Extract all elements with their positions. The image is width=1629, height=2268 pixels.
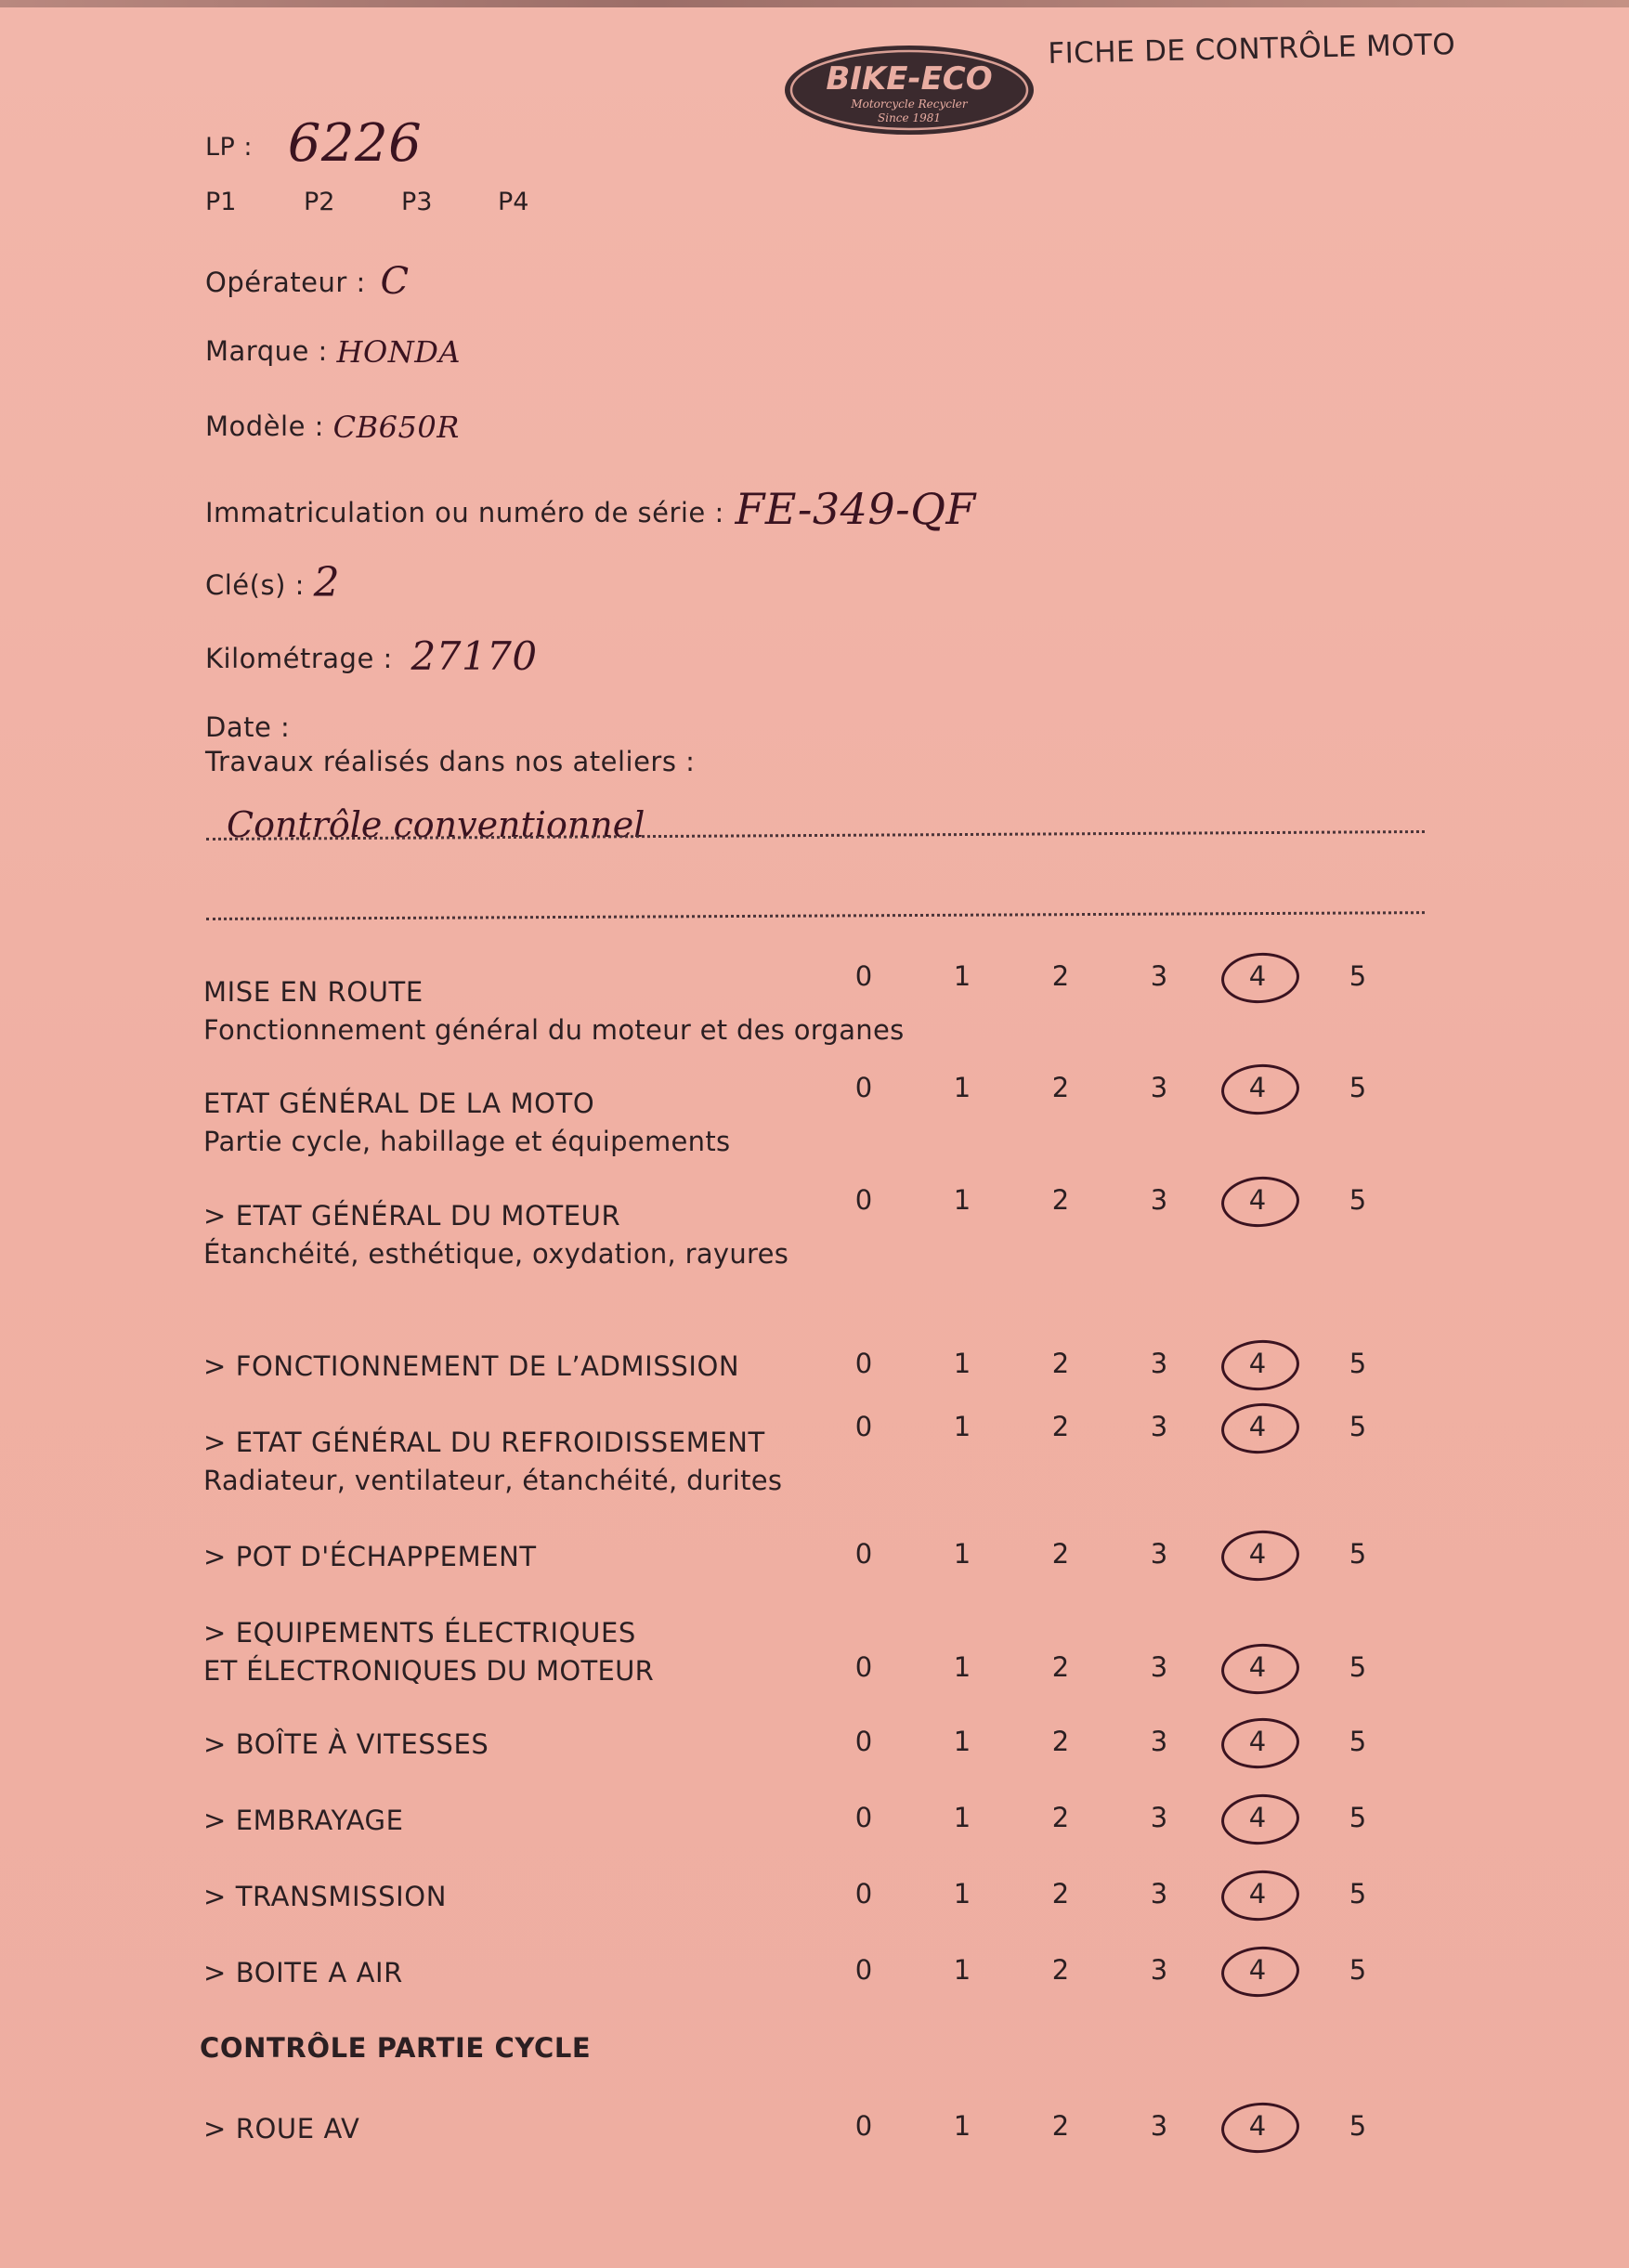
works-dotted-line-2 <box>206 911 1425 920</box>
criterion-subtitle: Étanchéité, esthétique, oxydation, rayures <box>203 1238 789 1270</box>
score-option-3[interactable]: 3 <box>1150 1072 1168 1103</box>
score-option-2[interactable]: 2 <box>1051 2110 1070 2142</box>
score-option-3[interactable]: 3 <box>1150 1651 1168 1683</box>
criterion-subtitle: ET ÉLECTRONIQUES DU MOTEUR <box>203 1655 655 1687</box>
score-option-0[interactable]: 0 <box>854 2110 873 2142</box>
score-option-0[interactable]: 0 <box>854 960 873 992</box>
position-p3: P3 <box>401 188 433 216</box>
score-option-3[interactable]: 3 <box>1150 1878 1168 1910</box>
score-option-5[interactable]: 5 <box>1349 1538 1367 1570</box>
score-option-5[interactable]: 5 <box>1349 1954 1367 1986</box>
works-field <box>205 746 695 777</box>
criterion-label <box>203 1085 730 1161</box>
criterion-label <box>203 1802 404 1840</box>
score-option-4[interactable]: 4 <box>1248 1726 1267 1757</box>
criterion-title: > TRANSMISSION <box>203 1881 448 1912</box>
selected-score-circle <box>1219 1401 1301 1456</box>
score-option-1[interactable]: 1 <box>953 1538 971 1570</box>
score-option-2[interactable]: 2 <box>1051 1348 1070 1379</box>
score-option-0[interactable]: 0 <box>854 1802 873 1833</box>
top-edge-shadow <box>0 0 1629 7</box>
selected-score-circle <box>1219 1792 1301 1847</box>
mileage-field <box>205 633 538 679</box>
score-option-1[interactable]: 1 <box>953 2110 971 2142</box>
selected-score-circle <box>1219 1641 1301 1697</box>
score-option-1[interactable]: 1 <box>953 1802 971 1833</box>
selected-score-circle <box>1219 1944 1301 2000</box>
date-label: Date : <box>205 711 291 743</box>
score-option-4[interactable]: 4 <box>1248 1348 1267 1379</box>
score-option-1[interactable]: 1 <box>953 1726 971 1757</box>
keys-field <box>205 559 340 606</box>
score-option-5[interactable]: 5 <box>1349 1726 1367 1757</box>
lp-value: 6226 <box>287 113 423 174</box>
bike-eco-logo <box>783 43 1036 137</box>
score-option-5[interactable]: 5 <box>1349 2110 1367 2142</box>
score-option-4[interactable]: 4 <box>1248 1802 1267 1833</box>
criterion-label <box>203 1424 782 1500</box>
score-option-4[interactable]: 4 <box>1248 2110 1267 2142</box>
criterion-title: ETAT GÉNÉRAL DE LA MOTO <box>203 1088 595 1119</box>
selected-score-circle <box>1219 1174 1301 1230</box>
score-option-0[interactable]: 0 <box>854 1651 873 1683</box>
criterion-title: MISE EN ROUTE <box>203 976 424 1008</box>
operator-field <box>205 260 410 303</box>
score-option-2[interactable]: 2 <box>1051 1878 1070 1910</box>
keys-label: Clé(s) : <box>205 569 305 601</box>
score-option-1[interactable]: 1 <box>953 1411 971 1442</box>
selected-score-circle <box>1219 1715 1301 1771</box>
score-option-1[interactable]: 1 <box>953 1184 971 1216</box>
sheet-title: FICHE DE CONTRÔLE MOTO <box>1048 28 1456 71</box>
score-option-3[interactable]: 3 <box>1150 1348 1168 1379</box>
score-option-0[interactable]: 0 <box>854 1538 873 1570</box>
score-option-5[interactable]: 5 <box>1349 960 1367 992</box>
brand-label: Marque : <box>205 335 328 367</box>
score-option-4[interactable]: 4 <box>1248 960 1267 992</box>
selected-score-circle <box>1219 1062 1301 1117</box>
score-option-3[interactable]: 3 <box>1150 1184 1168 1216</box>
criterion-label <box>203 1954 403 1992</box>
criterion-label <box>203 2110 359 2148</box>
score-option-5[interactable]: 5 <box>1349 1348 1367 1379</box>
logo-text: BIKE-ECO <box>826 60 993 98</box>
works-value: Contrôle conventionnel <box>227 804 645 845</box>
model-field <box>205 410 460 445</box>
score-option-4[interactable]: 4 <box>1248 1072 1267 1103</box>
score-option-3[interactable]: 3 <box>1150 1802 1168 1833</box>
score-option-0[interactable]: 0 <box>854 1878 873 1910</box>
criterion-title: > FONCTIONNEMENT DE L’ADMISSION <box>203 1350 740 1382</box>
position-p4: P4 <box>498 188 529 216</box>
criterion-label <box>203 1878 447 1916</box>
score-option-2[interactable]: 2 <box>1051 1726 1070 1757</box>
score-option-2[interactable]: 2 <box>1051 1651 1070 1683</box>
brand-field <box>205 334 461 370</box>
score-option-2[interactable]: 2 <box>1051 1184 1070 1216</box>
keys-value: 2 <box>313 559 341 606</box>
criterion-title: > BOÎTE À VITESSES <box>203 1728 489 1760</box>
score-option-4[interactable]: 4 <box>1248 1184 1267 1216</box>
date-field <box>205 711 290 743</box>
operator-value: C <box>380 260 410 303</box>
registration-field <box>205 484 976 534</box>
score-option-3[interactable]: 3 <box>1150 1411 1168 1442</box>
mileage-value: 27170 <box>411 633 538 679</box>
criterion-subtitle: Fonctionnement général du moteur et des organes <box>203 1014 905 1046</box>
score-option-4[interactable]: 4 <box>1248 1954 1267 1986</box>
score-option-5[interactable]: 5 <box>1349 1184 1367 1216</box>
selected-score-circle <box>1219 1528 1301 1584</box>
model-label: Modèle : <box>205 411 324 442</box>
score-option-0[interactable]: 0 <box>854 1348 873 1379</box>
registration-label: Immatriculation ou numéro de série : <box>205 497 724 528</box>
score-option-1[interactable]: 1 <box>953 1348 971 1379</box>
lp-field <box>205 113 422 174</box>
criterion-label <box>203 1726 489 1764</box>
criterion-title: > EMBRAYAGE <box>203 1805 404 1836</box>
criterion-label <box>203 1538 537 1576</box>
score-option-2[interactable]: 2 <box>1051 1954 1070 1986</box>
model-value: CB650R <box>332 410 460 445</box>
score-option-3[interactable]: 3 <box>1150 960 1168 992</box>
score-option-1[interactable]: 1 <box>953 1878 971 1910</box>
score-option-3[interactable]: 3 <box>1150 1538 1168 1570</box>
logo-tagline: Motorcycle Recycler <box>851 98 968 111</box>
criterion-title: > ETAT GÉNÉRAL DU MOTEUR <box>203 1200 621 1232</box>
selected-score-circle <box>1219 950 1301 1006</box>
criterion-title: > ROUE AV <box>203 2113 360 2144</box>
criterion-title: > POT D'ÉCHAPPEMENT <box>203 1541 537 1572</box>
score-option-5[interactable]: 5 <box>1349 1072 1367 1103</box>
mileage-label: Kilométrage : <box>205 643 393 674</box>
criterion-title: > BOITE A AIR <box>203 1957 403 1988</box>
score-option-1[interactable]: 1 <box>953 960 971 992</box>
score-option-3[interactable]: 3 <box>1150 2110 1168 2142</box>
logo-since: Since 1981 <box>878 111 941 124</box>
criterion-label <box>203 973 905 1049</box>
selected-score-circle <box>1219 2100 1301 2156</box>
score-option-3[interactable]: 3 <box>1150 1726 1168 1757</box>
score-option-4[interactable]: 4 <box>1248 1538 1267 1570</box>
score-option-2[interactable]: 2 <box>1051 1411 1070 1442</box>
selected-score-circle <box>1219 1868 1301 1923</box>
score-option-0[interactable]: 0 <box>854 1411 873 1442</box>
position-p1: P1 <box>205 188 237 216</box>
works-label: Travaux réalisés dans nos ateliers : <box>205 746 696 777</box>
score-option-1[interactable]: 1 <box>953 1651 971 1683</box>
criterion-subtitle: Radiateur, ventilateur, étanchéité, durites <box>203 1465 783 1496</box>
score-option-1[interactable]: 1 <box>953 1954 971 1986</box>
score-option-4[interactable]: 4 <box>1248 1651 1267 1683</box>
selected-score-circle <box>1219 1337 1301 1393</box>
criterion-label <box>203 1614 654 1690</box>
criterion-label <box>203 1348 739 1386</box>
score-option-2[interactable]: 2 <box>1051 1802 1070 1833</box>
score-option-2[interactable]: 2 <box>1051 960 1070 992</box>
operator-label: Opérateur : <box>205 267 366 298</box>
score-option-0[interactable]: 0 <box>854 1072 873 1103</box>
score-option-0[interactable]: 0 <box>854 1954 873 1986</box>
criterion-title: > ETAT GÉNÉRAL DU REFROIDISSEMENT <box>203 1427 765 1458</box>
score-option-5[interactable]: 5 <box>1349 1651 1367 1683</box>
criterion-title: > EQUIPEMENTS ÉLECTRIQUES <box>203 1617 636 1649</box>
score-option-0[interactable]: 0 <box>854 1184 873 1216</box>
score-option-5[interactable]: 5 <box>1349 1802 1367 1833</box>
score-option-2[interactable]: 2 <box>1051 1072 1070 1103</box>
score-option-4[interactable]: 4 <box>1248 1878 1267 1910</box>
registration-value: FE-349-QF <box>735 484 976 534</box>
criterion-label <box>203 1197 788 1273</box>
brand-value: HONDA <box>336 334 461 370</box>
score-option-4[interactable]: 4 <box>1248 1411 1267 1442</box>
score-option-1[interactable]: 1 <box>953 1072 971 1103</box>
score-option-2[interactable]: 2 <box>1051 1538 1070 1570</box>
score-option-5[interactable]: 5 <box>1349 1411 1367 1442</box>
score-option-0[interactable]: 0 <box>854 1726 873 1757</box>
position-p2: P2 <box>304 188 335 216</box>
criterion-subtitle: Partie cycle, habillage et équipements <box>203 1126 731 1157</box>
section-heading-partie-cycle: CONTRÔLE PARTIE CYCLE <box>200 2032 592 2064</box>
lp-label: LP : <box>205 133 254 162</box>
score-option-3[interactable]: 3 <box>1150 1954 1168 1986</box>
score-option-5[interactable]: 5 <box>1349 1878 1367 1910</box>
